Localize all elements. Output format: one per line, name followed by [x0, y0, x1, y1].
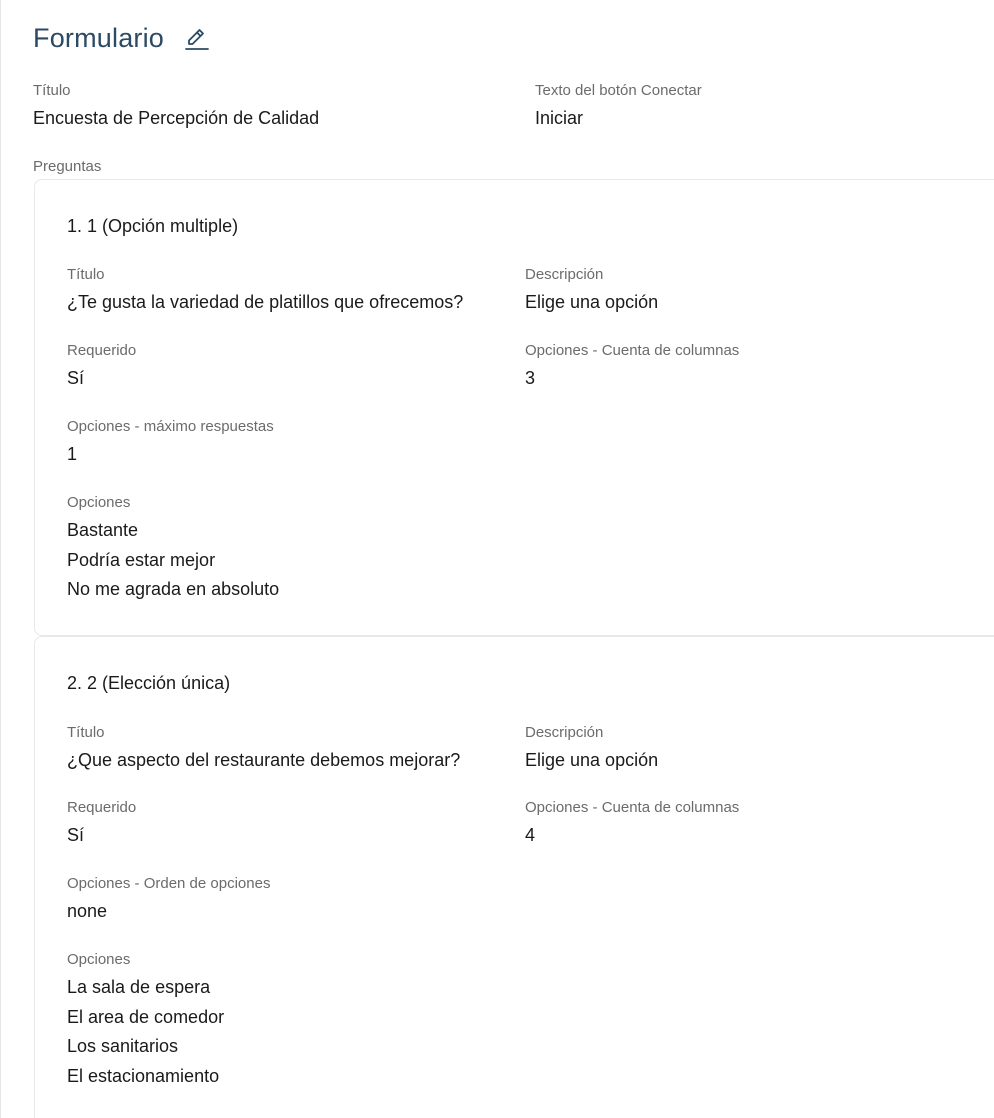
- question-options-field: [67, 951, 224, 1087]
- question-required-field: [67, 342, 136, 389]
- question-max-answers-field: [67, 418, 274, 465]
- page-title: Formulario: [33, 22, 165, 53]
- questions-label: Preguntas: [33, 158, 102, 175]
- option-item: Bastante: [67, 520, 139, 540]
- question-card-2: [34, 636, 994, 1118]
- connect-button-text-label: Texto del botón Conectar: [535, 82, 702, 99]
- option-item: Los sanitarios: [67, 1036, 179, 1056]
- question-card-1: [34, 179, 994, 636]
- question-title-value: ¿Te gusta la variedad de platillos que ofrecemos?: [67, 292, 464, 312]
- question-max-answers-label: Opciones - máximo respuestas: [67, 418, 274, 435]
- pencil-icon[interactable]: [184, 25, 210, 51]
- question-columns-value: 3: [525, 368, 536, 388]
- question-description-value: Elige una opción: [525, 292, 659, 312]
- form-title-value: Encuesta de Percepción de Calidad: [33, 108, 320, 128]
- question-max-answers-value: 1: [67, 444, 78, 464]
- question-option-order-label: Opciones - Orden de opciones: [67, 875, 271, 892]
- question-required-value: Sí: [67, 825, 85, 845]
- question-options-field: [67, 494, 279, 600]
- question-required-field: [67, 799, 136, 846]
- connect-button-text-value: Iniciar: [535, 108, 584, 128]
- question-title-value: ¿Que aspecto del restaurante debemos mejorar?: [67, 750, 461, 770]
- option-item: El area de comedor: [67, 1006, 225, 1027]
- question-columns-field: [525, 799, 739, 846]
- question-title-field: [67, 724, 460, 771]
- question-options-label: Opciones: [67, 494, 131, 511]
- form-title-field: [33, 82, 319, 129]
- question-description-label: Descripción: [525, 266, 604, 283]
- question-heading: 1. 1 (Opción multiple): [67, 216, 239, 236]
- option-item: No me agrada en absoluto: [67, 579, 280, 599]
- question-options-label: Opciones: [67, 951, 131, 968]
- question-title-field: [67, 266, 463, 313]
- question-columns-field: [525, 342, 739, 389]
- connect-button-text-field: [535, 82, 702, 129]
- question-description-value: Elige una opción: [525, 750, 659, 770]
- question-required-label: Requerido: [67, 342, 137, 359]
- page-header: [33, 18, 210, 58]
- question-title-label: Título: [67, 266, 105, 283]
- question-option-order-field: [67, 875, 270, 922]
- question-columns-label: Opciones - Cuenta de columnas: [525, 342, 740, 359]
- question-option-order-value: none: [67, 901, 108, 921]
- question-description-label: Descripción: [525, 724, 604, 741]
- question-description-field: [525, 266, 658, 313]
- question-columns-value: 4: [525, 825, 536, 845]
- question-heading: 2. 2 (Elección única): [67, 673, 231, 693]
- question-required-value: Sí: [67, 368, 85, 388]
- question-title-label: Título: [67, 724, 105, 741]
- form-title-label: Título: [33, 82, 71, 99]
- option-item: El estacionamiento: [67, 1065, 220, 1086]
- option-item: Podría estar mejor: [67, 549, 216, 570]
- question-columns-label: Opciones - Cuenta de columnas: [525, 799, 740, 816]
- question-required-label: Requerido: [67, 799, 137, 816]
- option-item: La sala de espera: [67, 977, 211, 997]
- question-description-field: [525, 724, 658, 771]
